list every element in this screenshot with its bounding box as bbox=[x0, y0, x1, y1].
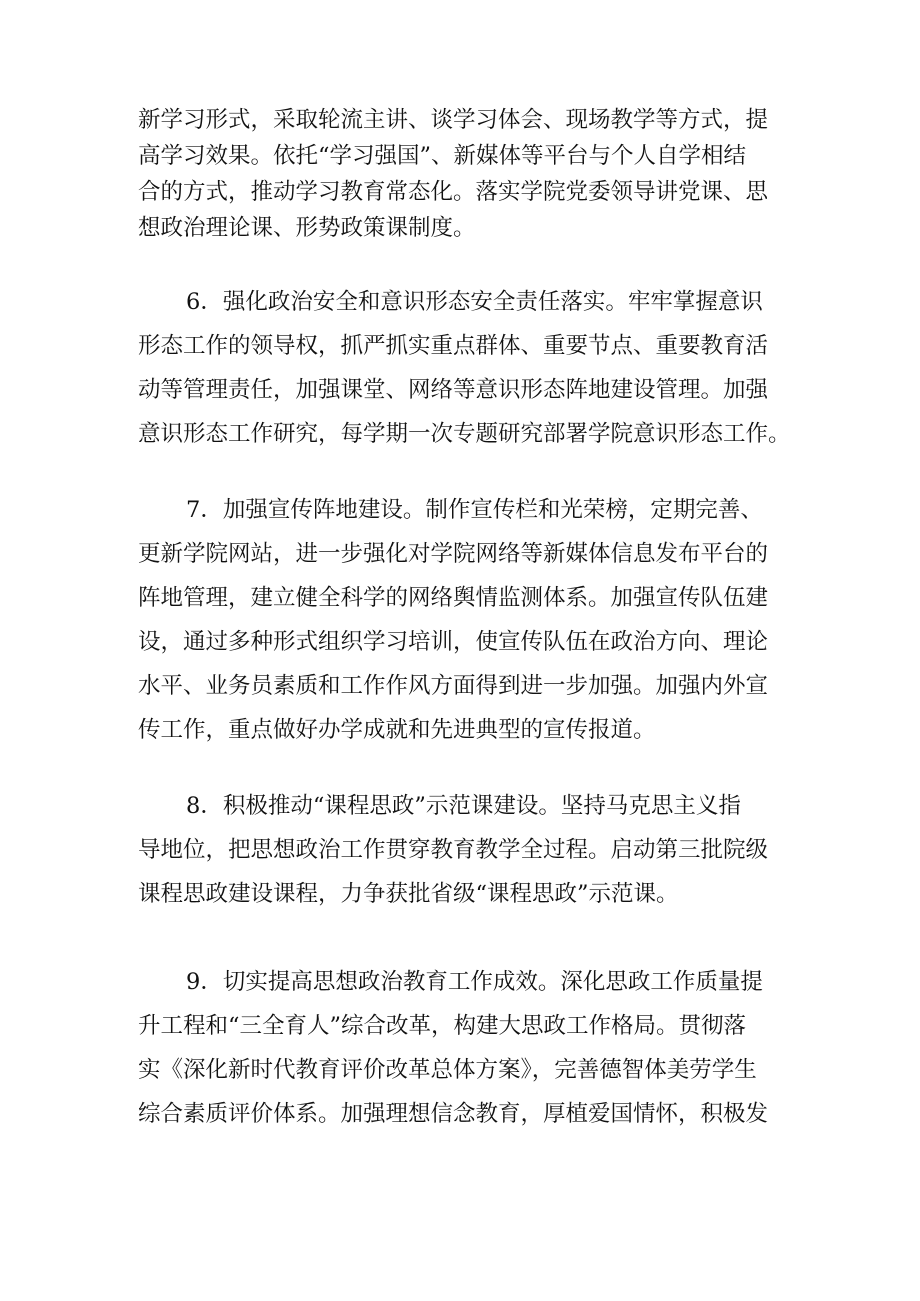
paragraph-7-line-3: 阵地管理，建立健全科学的网络舆情监测体系。加强宣传队伍建 bbox=[138, 585, 769, 611]
paragraph-9-line-1: 9．切实提高思想政治教育工作成效。深化思政工作质量提 bbox=[186, 969, 763, 995]
paragraph-6-line-4: 意识形态工作研究，每学期一次专题研究部署学院意识形态工作。 bbox=[138, 421, 791, 447]
paragraph-6-line-3: 动等管理责任，加强课堂、网络等意识形态阵地建设管理。加强 bbox=[138, 377, 769, 403]
paragraph-6-line-1: 6．强化政治安全和意识形态安全责任落实。牢牢掌握意识 bbox=[186, 289, 763, 315]
paragraph-1-line-3: 合的方式，推动学习教育常态化。落实学院党委领导讲党课、思 bbox=[138, 179, 769, 205]
paragraph-1-line-1: 新学习形式，采取轮流主讲、谈学习体会、现场教学等方式，提 bbox=[138, 107, 769, 133]
paragraph-7-line-5: 水平、业务员素质和工作作风方面得到进一步加强。加强内外宣 bbox=[138, 673, 769, 699]
paragraph-7-line-1: 7．加强宣传阵地建设。制作宣传栏和光荣榜，定期完善、 bbox=[186, 497, 763, 523]
paragraph-8-line-2: 导地位，把思想政治工作贯穿教育教学全过程。启动第三批院级 bbox=[138, 837, 769, 863]
paragraph-7-line-2: 更新学院网站，进一步强化对学院网络等新媒体信息发布平台的 bbox=[138, 541, 769, 567]
paragraph-1-line-4: 想政治理论课、形势政策课制度。 bbox=[138, 215, 476, 241]
paragraph-9-line-2: 升工程和“三全育人”综合改革，构建大思政工作格局。贯彻落 bbox=[138, 1013, 747, 1039]
paragraph-7-line-6: 传工作，重点做好办学成就和先进典型的宣传报道。 bbox=[138, 717, 656, 743]
paragraph-9-line-4: 综合素质评价体系。加强理想信念教育，厚植爱国情怀，积极发 bbox=[138, 1101, 769, 1127]
paragraph-9-line-3: 实《深化新时代教育评价改革总体方案》，完善德智体美劳学生 bbox=[138, 1057, 757, 1083]
paragraph-8-line-3: 课程思政建设课程，力争获批省级“课程思政”示范课。 bbox=[138, 881, 679, 907]
paragraph-1-line-2: 高学习效果。依托“学习强国”、新媒体等平台与个人自学相结 bbox=[138, 143, 747, 169]
paragraph-6-line-2: 形态工作的领导权，抓严抓实重点群体、重要节点、重要教育活 bbox=[138, 333, 769, 359]
paragraph-8-line-1: 8．积极推动“课程思政”示范课建设。坚持马克思主义指 bbox=[186, 793, 741, 819]
paragraph-7-line-4: 设，通过多种形式组织学习培训，使宣传队伍在政治方向、理论 bbox=[138, 629, 769, 655]
